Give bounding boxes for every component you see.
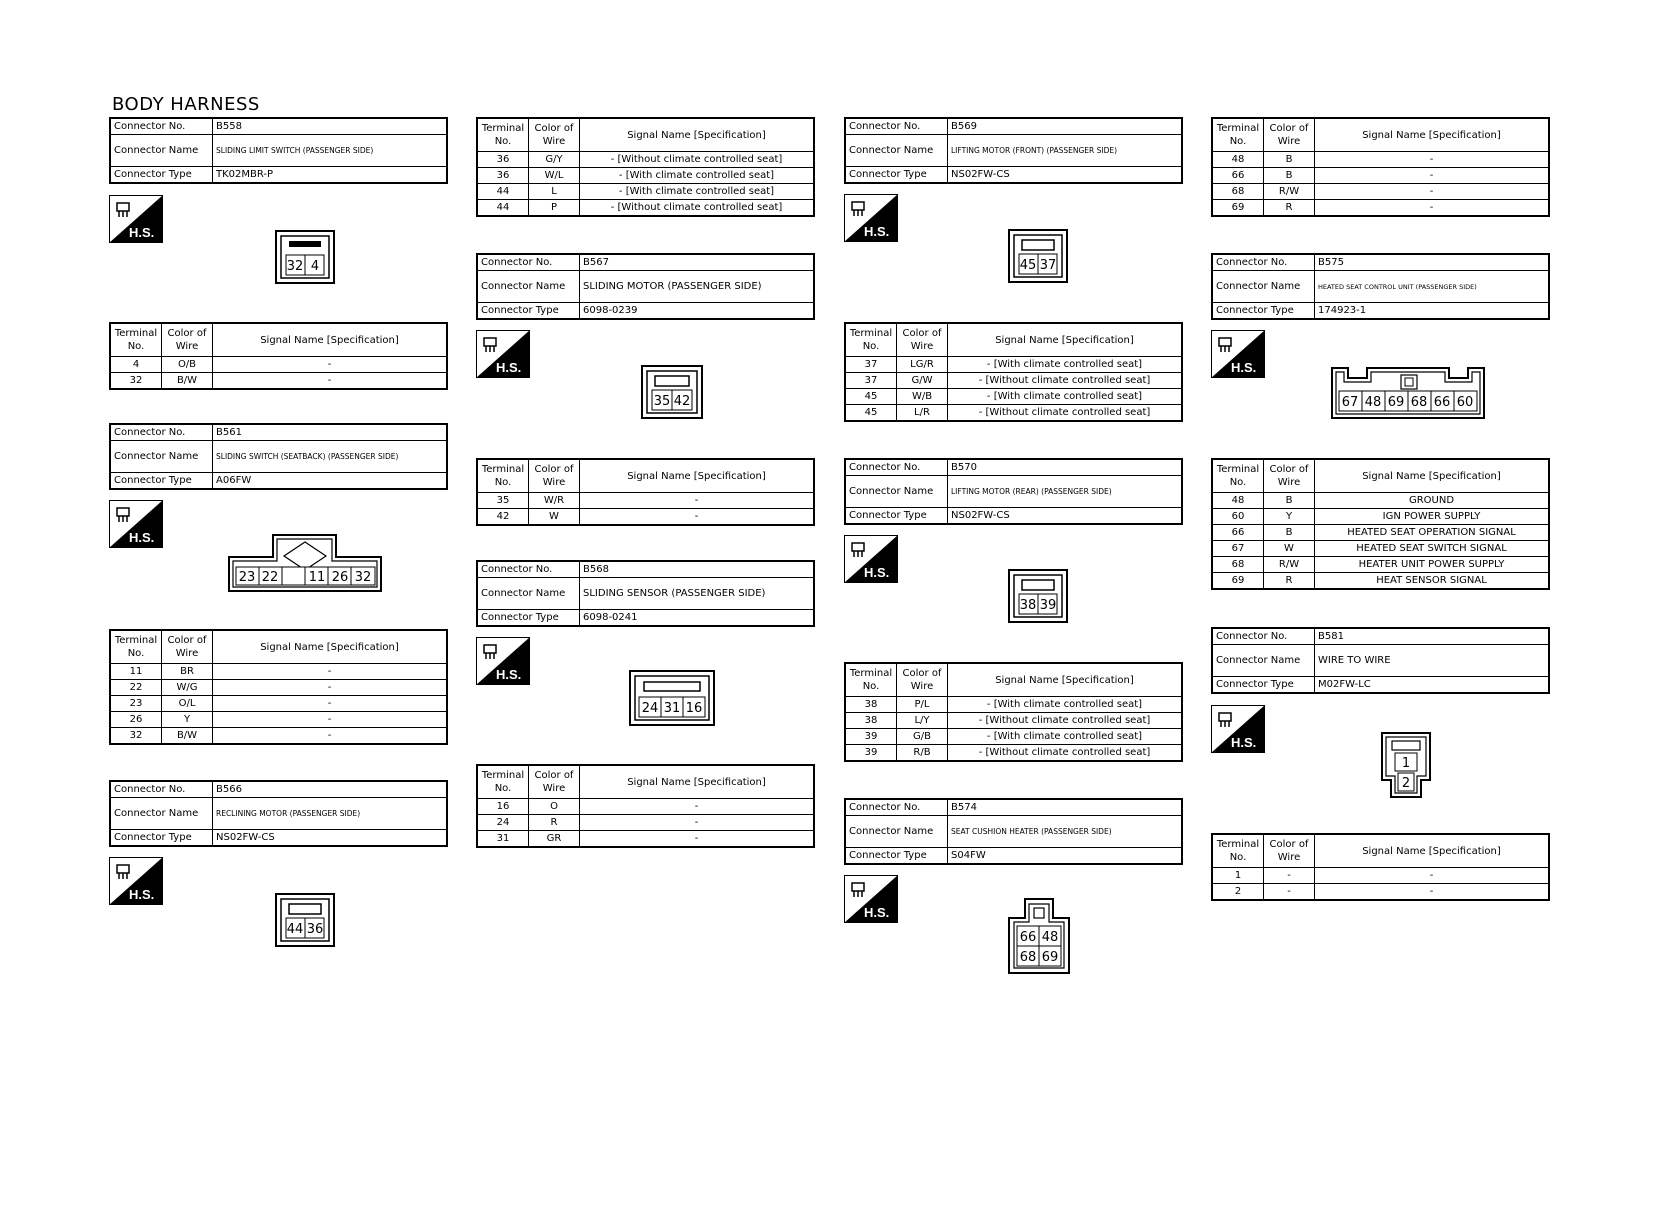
page-title: BODY HARNESS: [112, 94, 260, 115]
connector-no: B575: [1315, 254, 1550, 271]
connector-no: B558: [213, 118, 448, 135]
table-row: 1 - -: [1212, 868, 1549, 884]
connector-info-b581: Connector No. B581 Connector Name WIRE TO WIRE Connector Type M02FW-LC: [1211, 627, 1550, 694]
connector-face-b574: [1008, 898, 1070, 974]
connector-type: TK02MBR-P: [213, 167, 448, 184]
svg-text:H.S.: H.S.: [864, 905, 890, 920]
connector-face-b566: [275, 893, 335, 947]
pin-label: 38: [1019, 598, 1037, 613]
table-row: 38 L/Y - [Without climate controlled seat]: [845, 713, 1182, 729]
pin-label: 37: [1039, 258, 1057, 273]
table-row: 39 R/B - [Without climate controlled seat]: [845, 745, 1182, 762]
pin-label: 48: [1364, 395, 1382, 410]
svg-text:H.S.: H.S.: [129, 225, 155, 240]
connector-face-b558: [275, 230, 335, 284]
table-row: 16 O -: [477, 799, 814, 815]
pin-label: 31: [663, 701, 681, 716]
terminal-table-b567: Terminal No. Color of Wire Signal Name [Specification] 35 W/R - 42 W -: [476, 458, 815, 526]
terminal-table-b568: Terminal No. Color of Wire Signal Name [Specification] 16 O - 24 R - 31 GR -: [476, 764, 815, 848]
connector-no: B567: [580, 254, 815, 271]
table-row: 32 B/W -: [110, 728, 447, 745]
harness-side-icon: [109, 195, 163, 243]
connector-no: B570: [948, 459, 1183, 476]
connector-no: B568: [580, 561, 815, 578]
connector-face-b575: [1331, 367, 1485, 419]
table-row: 68 R/W -: [1212, 184, 1549, 200]
pin-label: 48: [1041, 930, 1059, 945]
pin-label: 68: [1019, 950, 1037, 965]
terminal-table-b581: Terminal No. Color of Wire Signal Name [Specification] 1 - - 2 - -: [1211, 833, 1550, 901]
table-row: 36 W/L - [With climate controlled seat]: [477, 168, 814, 184]
connector-type: A06FW: [213, 473, 448, 490]
connector-face-b569: [1008, 229, 1068, 283]
table-row: 24 R -: [477, 815, 814, 831]
pin-label: 26: [331, 570, 349, 585]
connector-no: B574: [948, 799, 1183, 816]
connector-no: B581: [1315, 628, 1550, 645]
pin-label: 66: [1019, 930, 1037, 945]
harness-side-icon: [1211, 705, 1265, 753]
terminal-table-b566: Terminal No. Color of Wire Signal Name [Specification] 36 G/Y - [Without climate controlled seat] 36 W/L - [With climate controlled seat] 44 L - [With climate controlled seat] 44 P - [Without climate controlled seat]: [476, 117, 815, 217]
harness-side-icon: [844, 194, 898, 242]
pin-label: 23: [238, 570, 256, 585]
connector-name: LIFTING MOTOR (FRONT) (PASSENGER SIDE): [948, 135, 1183, 167]
connector-type: 6098-0239: [580, 303, 815, 320]
pin-label: 2: [1401, 776, 1411, 791]
harness-side-icon: [109, 857, 163, 905]
connector-info-b558: Connector No. B558 Connector Name SLIDING LIMIT SWITCH (PASSENGER SIDE) Connector Type TK02MBR-P: [109, 117, 448, 184]
table-row: 42 W -: [477, 509, 814, 526]
terminal-table-b561: Terminal No. Color of Wire Signal Name [Specification] 11 BR - 22 W/G - 23 O/L - 26 Y - 32 B/W -: [109, 629, 448, 745]
table-row: 31 GR -: [477, 831, 814, 848]
pin-label: 32: [286, 259, 304, 274]
connector-face-b570: [1008, 569, 1068, 623]
connector-info-b574: Connector No. B574 Connector Name SEAT CUSHION HEATER (PASSENGER SIDE) Connector Type S04FW: [844, 798, 1183, 865]
pin-label: 44: [286, 922, 304, 937]
table-row: 45 W/B - [With climate controlled seat]: [845, 389, 1182, 405]
connector-info-b569: Connector No. B569 Connector Name LIFTING MOTOR (FRONT) (PASSENGER SIDE) Connector Type NS02FW-CS: [844, 117, 1183, 184]
table-row: 60 Y IGN POWER SUPPLY: [1212, 509, 1549, 525]
pin-label: 35: [653, 394, 671, 409]
pin-label: 24: [641, 701, 659, 716]
table-row: 66 B -: [1212, 168, 1549, 184]
connector-name: HEATED SEAT CONTROL UNIT (PASSENGER SIDE): [1315, 271, 1550, 303]
pin-label: 67: [1341, 395, 1359, 410]
connector-no: B569: [948, 118, 1183, 135]
connector-name: WIRE TO WIRE: [1315, 645, 1550, 677]
pin-label: 60: [1456, 395, 1474, 410]
connector-name: SLIDING SWITCH (SEATBACK) (PASSENGER SIDE): [213, 441, 448, 473]
table-row: 44 P - [Without climate controlled seat]: [477, 200, 814, 217]
table-row: 23 O/L -: [110, 696, 447, 712]
connector-name: SLIDING LIMIT SWITCH (PASSENGER SIDE): [213, 135, 448, 167]
table-row: 69 R -: [1212, 200, 1549, 217]
connector-info-b566: Connector No. B566 Connector Name RECLINING MOTOR (PASSENGER SIDE) Connector Type NS02FW-CS: [109, 780, 448, 847]
connector-type: M02FW-LC: [1315, 677, 1550, 694]
pin-label: 22: [261, 570, 279, 585]
terminal-table-b574: Terminal No. Color of Wire Signal Name [Specification] 48 B - 66 B - 68 R/W - 69 R -: [1211, 117, 1550, 217]
svg-text:H.S.: H.S.: [864, 565, 890, 580]
connector-type: NS02FW-CS: [948, 167, 1183, 184]
harness-side-icon: [1211, 330, 1265, 378]
table-row: 66 B HEATED SEAT OPERATION SIGNAL: [1212, 525, 1549, 541]
pin-label: 66: [1433, 395, 1451, 410]
harness-side-icon: [476, 637, 530, 685]
table-row: 44 L - [With climate controlled seat]: [477, 184, 814, 200]
table-row: 4 O/B -: [110, 357, 447, 373]
table-row: 22 W/G -: [110, 680, 447, 696]
svg-text:H.S.: H.S.: [129, 530, 155, 545]
connector-type: NS02FW-CS: [948, 508, 1183, 525]
connector-name: SLIDING SENSOR (PASSENGER SIDE): [580, 578, 815, 610]
connector-face-b561: [228, 534, 383, 592]
connector-name: SEAT CUSHION HEATER (PASSENGER SIDE): [948, 816, 1183, 848]
pin-label: 36: [306, 922, 324, 937]
pin-label: 4: [310, 259, 320, 274]
table-row: 2 - -: [1212, 884, 1549, 901]
svg-text:H.S.: H.S.: [496, 667, 522, 682]
terminal-table-b575: Terminal No. Color of Wire Signal Name [Specification] 48 B GROUND 60 Y IGN POWER SUPPLY 66 B HEATED SEAT OPERATION SIGNAL 67 W HEATED SEAT SWITCH SIGNAL 68 R/W HEATER UNIT POWER SUPPLY 69 R HEAT SENSOR SIGNAL: [1211, 458, 1550, 590]
table-row: 68 R/W HEATER UNIT POWER SUPPLY: [1212, 557, 1549, 573]
pin-label: 1: [1401, 756, 1411, 771]
connector-info-b567: Connector No. B567 Connector Name SLIDING MOTOR (PASSENGER SIDE) Connector Type 6098-0239: [476, 253, 815, 320]
table-row: 36 G/Y - [Without climate controlled seat]: [477, 152, 814, 168]
pin-label: 68: [1410, 395, 1428, 410]
pin-label: 32: [354, 570, 372, 585]
terminal-table-b569: Terminal No. Color of Wire Signal Name [Specification] 37 LG/R - [With climate controlled seat] 37 G/W - [Without climate controlled seat] 45 W/B - [With climate controlled seat] 45 L/R - [Without climate controlled seat]: [844, 322, 1183, 422]
table-row: 35 W/R -: [477, 493, 814, 509]
svg-text:H.S.: H.S.: [1231, 735, 1257, 750]
pin-label: 69: [1387, 395, 1405, 410]
svg-text:H.S.: H.S.: [1231, 360, 1257, 375]
table-row: 38 P/L - [With climate controlled seat]: [845, 697, 1182, 713]
table-row: 32 B/W -: [110, 373, 447, 390]
table-row: 48 B GROUND: [1212, 493, 1549, 509]
svg-text:H.S.: H.S.: [496, 360, 522, 375]
table-row: 39 G/B - [With climate controlled seat]: [845, 729, 1182, 745]
connector-face-b567: [641, 365, 703, 419]
table-row: 37 G/W - [Without climate controlled seat]: [845, 373, 1182, 389]
table-row: 67 W HEATED SEAT SWITCH SIGNAL: [1212, 541, 1549, 557]
harness-side-icon: [844, 875, 898, 923]
svg-text:H.S.: H.S.: [864, 224, 890, 239]
connector-no: B561: [213, 424, 448, 441]
connector-info-b568: Connector No. B568 Connector Name SLIDING SENSOR (PASSENGER SIDE) Connector Type 6098-0241: [476, 560, 815, 627]
connector-type: 174923-1: [1315, 303, 1550, 320]
pin-label: 16: [685, 701, 703, 716]
connector-type: NS02FW-CS: [213, 830, 448, 847]
terminal-table-b558: Terminal No. Color of Wire Signal Name [Specification] 4 O/B - 32 B/W -: [109, 322, 448, 390]
connector-name: SLIDING MOTOR (PASSENGER SIDE): [580, 271, 815, 303]
connector-info-b570: Connector No. B570 Connector Name LIFTING MOTOR (REAR) (PASSENGER SIDE) Connector Type NS02FW-CS: [844, 458, 1183, 525]
svg-text:H.S.: H.S.: [129, 887, 155, 902]
connector-face-b581: [1381, 732, 1431, 798]
pin-label: 45: [1019, 258, 1037, 273]
connector-info-b575: Connector No. B575 Connector Name HEATED SEAT CONTROL UNIT (PASSENGER SIDE) Connector Type 174923-1: [1211, 253, 1550, 320]
table-row: 45 L/R - [Without climate controlled seat]: [845, 405, 1182, 422]
harness-side-icon: [844, 535, 898, 583]
terminal-table-b570: Terminal No. Color of Wire Signal Name [Specification] 38 P/L - [With climate controlled seat] 38 L/Y - [Without climate controlled seat] 39 G/B - [With climate controlled seat] 39 R/B - [Without climate controlled seat]: [844, 662, 1183, 762]
harness-side-icon: [476, 330, 530, 378]
table-row: 26 Y -: [110, 712, 447, 728]
table-row: 69 R HEAT SENSOR SIGNAL: [1212, 573, 1549, 590]
connector-face-b568: [629, 670, 715, 726]
table-row: 37 LG/R - [With climate controlled seat]: [845, 357, 1182, 373]
connector-name: RECLINING MOTOR (PASSENGER SIDE): [213, 798, 448, 830]
table-row: 11 BR -: [110, 664, 447, 680]
connector-no: B566: [213, 781, 448, 798]
pin-label: 39: [1039, 598, 1057, 613]
table-row: 48 B -: [1212, 152, 1549, 168]
pin-label: 42: [673, 394, 691, 409]
pin-label: 69: [1041, 950, 1059, 965]
harness-side-icon: [109, 500, 163, 548]
connector-name: LIFTING MOTOR (REAR) (PASSENGER SIDE): [948, 476, 1183, 508]
connector-type: S04FW: [948, 848, 1183, 865]
connector-type: 6098-0241: [580, 610, 815, 627]
connector-info-b561: Connector No. B561 Connector Name SLIDING SWITCH (SEATBACK) (PASSENGER SIDE) Connector Type A06FW: [109, 423, 448, 490]
pin-label: 11: [308, 570, 326, 585]
